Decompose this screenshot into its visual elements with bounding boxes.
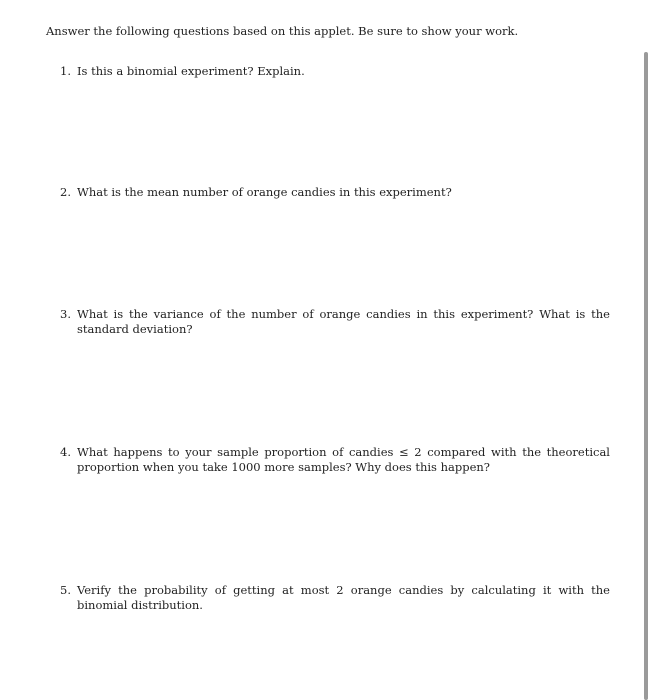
scrollbar[interactable]: [644, 52, 648, 700]
question-number: 1.: [60, 64, 71, 78]
question-3: [60, 307, 610, 337]
question-number: 2.: [60, 185, 71, 199]
question-number: 3.: [60, 307, 71, 321]
question-number: 5.: [60, 583, 71, 597]
question-text: Verify the probability of getting at most 2 orange candies by calculating it with the binomial distribution.: [77, 583, 610, 612]
question-text: Is this a binomial experiment? Explain.: [77, 64, 305, 78]
question-2: [60, 185, 610, 200]
question-5: [60, 583, 610, 613]
question-text: What happens to your sample proportion of candies ≤ 2 compared with the theoretical proportion when you take 1000 more samples? Why does this happen?: [77, 445, 610, 474]
question-text: What is the mean number of orange candies in this experiment?: [77, 185, 452, 199]
instructions-text: Answer the following questions based on this applet. Be sure to show your work.: [46, 24, 519, 38]
question-text: What is the variance of the number of orange candies in this experiment? What is the standard deviation?: [77, 307, 610, 336]
question-1: [60, 64, 610, 79]
question-4: [60, 445, 610, 475]
question-number: 4.: [60, 445, 71, 459]
